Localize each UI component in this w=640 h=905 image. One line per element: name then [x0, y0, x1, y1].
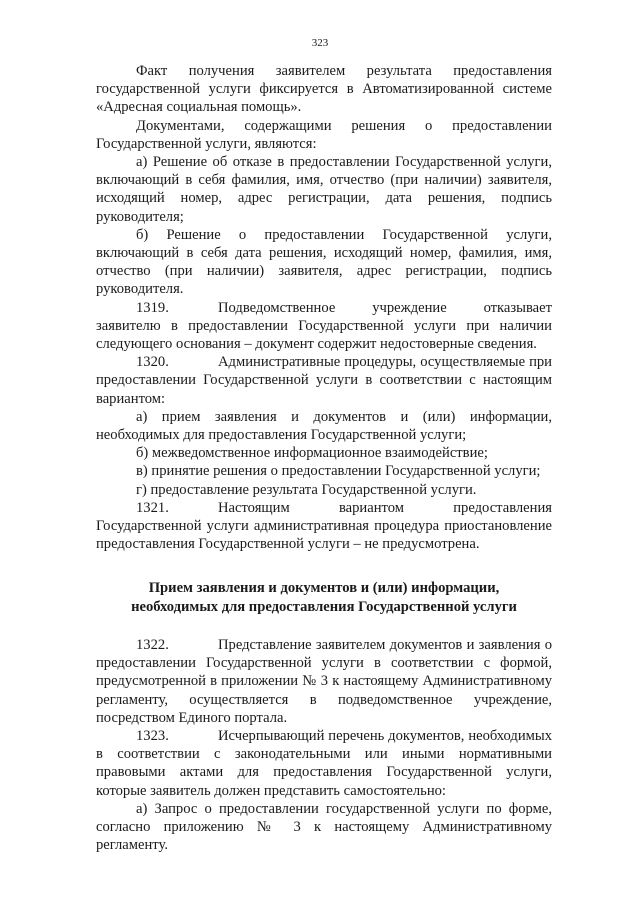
paragraph: Документами, содержащими решения о предоставлении Государственной услуги, являются:: [96, 117, 552, 152]
section-heading-line-2: необходимых для предоставления Государственной услуги: [131, 598, 517, 615]
paragraph-number: 1319.: [136, 299, 169, 316]
top-paragraphs: [96, 62, 552, 553]
document-body: [96, 62, 552, 854]
paragraph: в) принятие решения о предоставлении Государственной услуги;: [136, 463, 541, 480]
paragraph: а) Решение об отказе в предоставлении Государственной услуги, включающий в себя фамилия, имя, отчество (при наличии) заявителя, исходящий номер, адрес регистрации, дата решения, подпись руководителя;: [96, 154, 552, 225]
paragraph-number: 1323.: [136, 727, 169, 744]
paragraph-text: Исчерпывающий перечень документов, необходимых в соответствии с законодательными или иными нормативными правовыми актами для предоставления Государственной услуги, которые заявитель должен представить самостоятельно:: [96, 727, 552, 799]
paragraph-text: Подведомственное учреждение отказывает заявителю в предоставлении Государственной услуги при наличии следующего основания – документ содержит недостоверные сведения.: [96, 299, 552, 353]
page-number: 323: [311, 37, 329, 49]
bottom-paragraphs: [96, 636, 552, 854]
paragraph-text: Представление заявителем документов и заявления о предоставлении Государственной услуги в соответствии с формой, предусмотренной в приложении № 3 к настоящему Административному регламенту, осуществляется в подведомственное учреждение, посредством Единого портала.: [96, 636, 552, 726]
paragraph: б) Решение о предоставлении Государственной услуги, включающий в себя дата решения, исходящий номер, фамилия, имя, отчество (при наличии) заявителя, адрес регистрации, подпись руководителя.: [96, 226, 552, 298]
paragraph: а) прием заявления и документов и (или) информации, необходимых для предоставления Государственной услуги;: [96, 408, 552, 444]
numbered-paragraph: [96, 499, 552, 554]
paragraph: г) предоставление результата Государственной услуги.: [136, 481, 477, 498]
paragraph-number: 1321.: [136, 499, 169, 516]
paragraph: а) Запрос о предоставлении государственной услуги по форме, согласно приложению № 3 к настоящему Административному регламенту.: [96, 800, 552, 854]
numbered-paragraph: [96, 727, 552, 800]
paragraph-text: Административные процедуры, осуществляемые при предоставлении Государственной услуги в соответствии с настоящим вариантом:: [96, 354, 552, 407]
paragraph-number: 1320.: [136, 354, 169, 371]
paragraph: б) межведомственное информационное взаимодействие;: [136, 445, 488, 462]
section-heading-line-1: Прием заявления и документов и (или) информации,: [148, 580, 500, 597]
paragraph: Факт получения заявителем результата предоставления государственной услуги фиксируется в Автоматизированной системе «Адресная социальная помощь».: [96, 63, 552, 116]
numbered-paragraph: [96, 353, 552, 408]
section-heading: [96, 579, 552, 615]
paragraph-number: 1322.: [136, 636, 169, 653]
numbered-paragraph: [96, 299, 552, 354]
numbered-paragraph: [96, 636, 552, 727]
paragraph-text: Настоящим вариантом предоставления Государственной услуги административная процедура приостановление предоставления Государственной услуги – не предусмотрена.: [96, 499, 552, 553]
